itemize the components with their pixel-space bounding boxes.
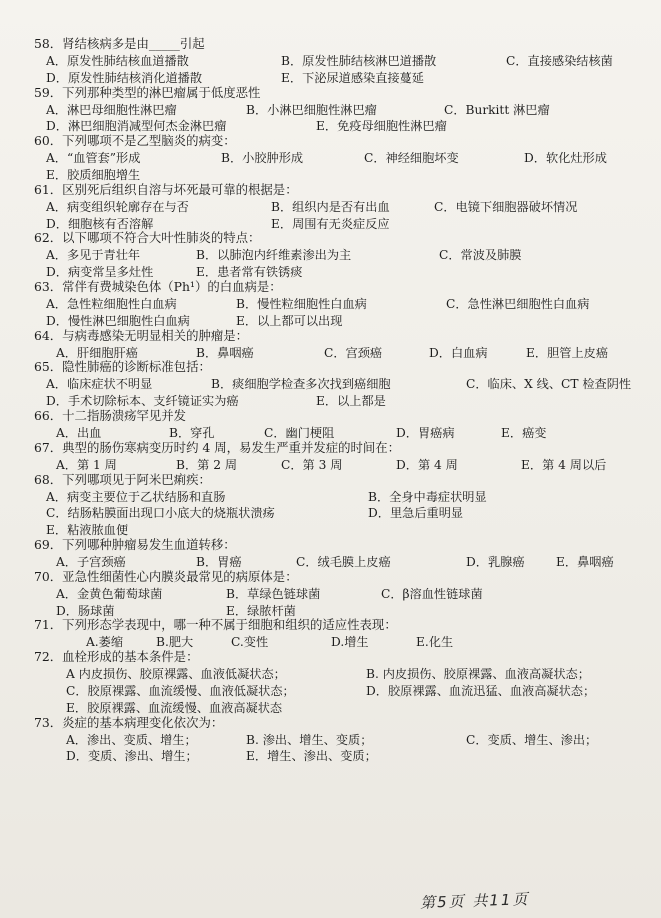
answer-option: D．手术切除标本、支纤镜证实为癌 [46, 394, 239, 409]
option-row [34, 487, 654, 504]
answer-option: D．肠球菌 [56, 603, 115, 618]
question-61 [34, 182, 654, 231]
answer-option: A．肝细胞肝癌 [56, 345, 138, 360]
option-row [34, 664, 654, 681]
answer-option: C．第 3 周 [281, 457, 343, 472]
answer-option: C.变性 [231, 635, 269, 650]
answer-option: E.化生 [416, 635, 454, 650]
question-stem: 63．常伴有费城染色体（Ph¹）的白血病是： [34, 278, 282, 294]
option-row [34, 148, 654, 165]
answer-option: A 内皮损伤、胶原裸露、血液低凝状态； [66, 667, 286, 682]
answer-option: A．淋巴母细胞性淋巴瘤 [46, 102, 177, 117]
answer-option: E．胆管上皮癌 [526, 345, 609, 360]
answer-option: A．病变主要位于乙状结肠和直肠 [46, 489, 226, 504]
option-row [34, 520, 654, 537]
answer-option: D．细胞核有否溶解 [46, 216, 154, 231]
answer-option: C．Burkitt 淋巴瘤 [444, 102, 550, 117]
answer-option: D．胶原裸露、血流迅猛、血液高凝状态； [366, 683, 596, 698]
answer-option: D．淋巴细胞消减型何杰金淋巴瘤 [46, 119, 227, 134]
question-68 [34, 472, 654, 537]
answer-option: D．变质、渗出、增生； [66, 749, 198, 764]
option-row [34, 746, 654, 763]
question-stem: 70．亚急性细菌性心内膜炎最常见的病原体是： [34, 568, 298, 584]
question-stem: 62．以下哪项不符合大叶性肺炎的特点： [34, 230, 261, 246]
answer-option: A．子宫颈癌 [56, 554, 126, 569]
answer-option: D．第 4 周 [396, 457, 458, 472]
option-row [34, 374, 654, 391]
answer-option: D．胃癌病 [396, 425, 455, 440]
question-stem: 68．下列哪项见于阿米巴痢疾： [34, 471, 211, 487]
answer-option: B．全身中毒症状明显 [368, 489, 487, 504]
answer-option: E．第 4 周以后 [521, 457, 607, 472]
answer-option: C．临床、X 线、CT 检查阴性 [466, 377, 632, 392]
answer-option: A．原发性肺结核血道播散 [46, 54, 189, 68]
answer-option: B．痰细胞学检查多次找到癌细胞 [211, 377, 391, 392]
answer-option: C．胶原裸露、血流缓慢、血液低凝状态； [66, 683, 295, 698]
answer-option: B．小淋巴细胞性淋巴瘤 [246, 102, 377, 117]
answer-option: E．患者常有铁锈痰 [196, 265, 303, 280]
option-row [34, 423, 654, 440]
answer-option: C．直接感染结核菌 [506, 54, 613, 68]
answer-option: A.萎缩 [86, 635, 124, 650]
answer-option: E．以上都可以出现 [236, 313, 343, 328]
question-stem: 61．区别死后组织自溶与坏死最可靠的根据是： [34, 181, 298, 197]
question-73 [34, 715, 654, 764]
answer-option: B．小胶肿形成 [221, 151, 304, 166]
option-row [34, 698, 654, 715]
question-stem: 58．肾结核病多是由_____引起 [34, 36, 205, 51]
answer-option: E．以上都是 [316, 394, 386, 409]
answer-option: A．急性粒细胞性白血病 [46, 296, 177, 311]
answer-option: A．金黄色葡萄球菌 [56, 586, 163, 601]
answer-option: A．病变组织轮廓存在与否 [46, 199, 189, 214]
answer-option: A．出血 [56, 425, 102, 440]
option-row [34, 455, 654, 472]
answer-option: B．穿孔 [169, 425, 215, 440]
answer-option: C．宫颈癌 [324, 345, 383, 360]
answer-option: E．下泌尿道感染直接蔓延 [281, 70, 424, 85]
option-row [34, 391, 654, 408]
answer-option: D．乳腺癌 [466, 554, 525, 569]
answer-option: B. 渗出、增生、变质； [246, 732, 373, 747]
answer-option: E．粘液脓血便 [46, 523, 129, 538]
question-63 [34, 279, 654, 328]
answer-option: B. 内皮损伤、胶原裸露、血液高凝状态； [366, 667, 590, 682]
option-row [34, 503, 654, 520]
answer-option: B．第 2 周 [176, 457, 238, 472]
answer-option: A．“血管套”形成 [46, 151, 141, 166]
question-67 [34, 440, 654, 472]
option-row [34, 214, 654, 231]
question-70 [34, 569, 654, 618]
answer-option: D．原发性肺结核消化道播散 [46, 70, 203, 85]
answer-option: A．多见于青壮年 [46, 248, 141, 263]
answer-option: C．幽门梗阻 [264, 425, 335, 440]
question-stem: 66．十二指肠溃疡罕见并发 [34, 407, 187, 423]
option-row [34, 100, 654, 117]
answer-option: C．神经细胞坏变 [364, 151, 459, 166]
answer-option: A．第 1 周 [56, 457, 117, 472]
question-59 [34, 85, 654, 134]
question-stem: 65．隐性肺癌的诊断标准包括： [34, 359, 211, 375]
question-stem: 69．下列哪种肿瘤易发生血道转移： [34, 536, 236, 552]
option-row [34, 601, 654, 618]
option-row [34, 197, 654, 214]
handwritten-page-number: 第5页 共11页 [419, 890, 530, 912]
question-72 [34, 649, 654, 714]
answer-option: D．白血病 [429, 345, 488, 360]
question-60 [34, 133, 654, 182]
option-row [34, 584, 654, 601]
question-65 [34, 359, 654, 408]
option-row [34, 311, 654, 328]
answer-option: C．绒毛膜上皮癌 [296, 554, 391, 569]
question-69 [34, 537, 654, 569]
question-stem: 59．下列那种类型的淋巴瘤属于低度恶性 [34, 84, 261, 100]
option-row [34, 245, 654, 262]
answer-option: E．免疫母细胞性淋巴瘤 [316, 119, 447, 134]
answer-option: A．渗出、变质、增生； [66, 732, 197, 747]
question-71 [34, 617, 654, 649]
option-row [34, 632, 654, 649]
answer-option: C．电镜下细胞器破坏情况 [434, 199, 578, 214]
answer-option: D．软化灶形成 [524, 151, 607, 166]
answer-option: E．鼻咽癌 [556, 554, 614, 569]
answer-option: B．原发性肺结核淋巴道播散 [281, 54, 437, 68]
question-64 [34, 328, 654, 360]
question-66 [34, 408, 654, 440]
question-58 [34, 36, 654, 85]
option-row [34, 68, 654, 85]
answer-option: C．结肠粘膜面出现口小底大的烧瓶状溃疡 [46, 506, 275, 521]
answer-option: C．急性淋巴细胞性白血病 [446, 296, 590, 311]
answer-option: C．β溶血性链球菌 [381, 586, 483, 601]
answer-option: A．临床症状不明显 [46, 377, 153, 392]
answer-option: B．慢性粒细胞性白血病 [236, 296, 367, 311]
answer-option: E．绿脓杆菌 [226, 603, 296, 618]
answer-option: E．胶质细胞增生 [46, 167, 141, 182]
option-row [34, 681, 654, 698]
answer-option: B．以肺泡内纤维素渗出为主 [196, 248, 352, 263]
answer-option: E．周围有无炎症反应 [271, 216, 390, 231]
answer-option: B．胃癌 [196, 554, 242, 569]
option-row [34, 51, 654, 68]
answer-option: B．组织内是否有出血 [271, 199, 390, 214]
answer-option: C．变质、增生、渗出； [466, 732, 598, 747]
option-row [34, 343, 654, 360]
answer-option: E．癌变 [501, 425, 547, 440]
answer-option: D．慢性淋巴细胞性白血病 [46, 313, 190, 328]
question-stem: 71．下列形态学表现中，哪一种不属于细胞和组织的适应性表现： [34, 617, 397, 633]
question-stem: 64．与病毒感染无明显相关的肿瘤是： [34, 327, 249, 343]
question-stem: 73．炎症的基本病理变化依次为： [34, 714, 224, 730]
answer-option: B．鼻咽癌 [196, 345, 254, 360]
question-stem: 72．血栓形成的基本条件是： [34, 649, 199, 665]
question-62 [34, 230, 654, 279]
question-list [34, 36, 654, 763]
option-row [34, 552, 654, 569]
option-row [34, 116, 654, 133]
question-stem: 60．下列哪项不是乙型脑炎的病变： [34, 133, 236, 149]
answer-option: C．常波及肺膜 [439, 248, 522, 263]
answer-option: D.增生 [331, 635, 369, 650]
answer-option: E．胶原裸露、血流缓慢、血液高凝状态 [66, 700, 283, 715]
question-stem: 67．典型的肠伤寒病变历时约 4 周，易发生严重并发症的时间在： [34, 439, 401, 455]
answer-option: E．增生、渗出、变质； [246, 749, 377, 764]
answer-option: B.肥大 [156, 635, 194, 650]
option-row [34, 165, 654, 182]
option-row [34, 294, 654, 311]
option-row [34, 262, 654, 279]
option-row [34, 730, 654, 747]
answer-option: D．病变常呈多灶性 [46, 265, 154, 280]
answer-option: D．里急后重明显 [368, 506, 464, 521]
answer-option: B．草绿色链球菌 [226, 586, 321, 601]
